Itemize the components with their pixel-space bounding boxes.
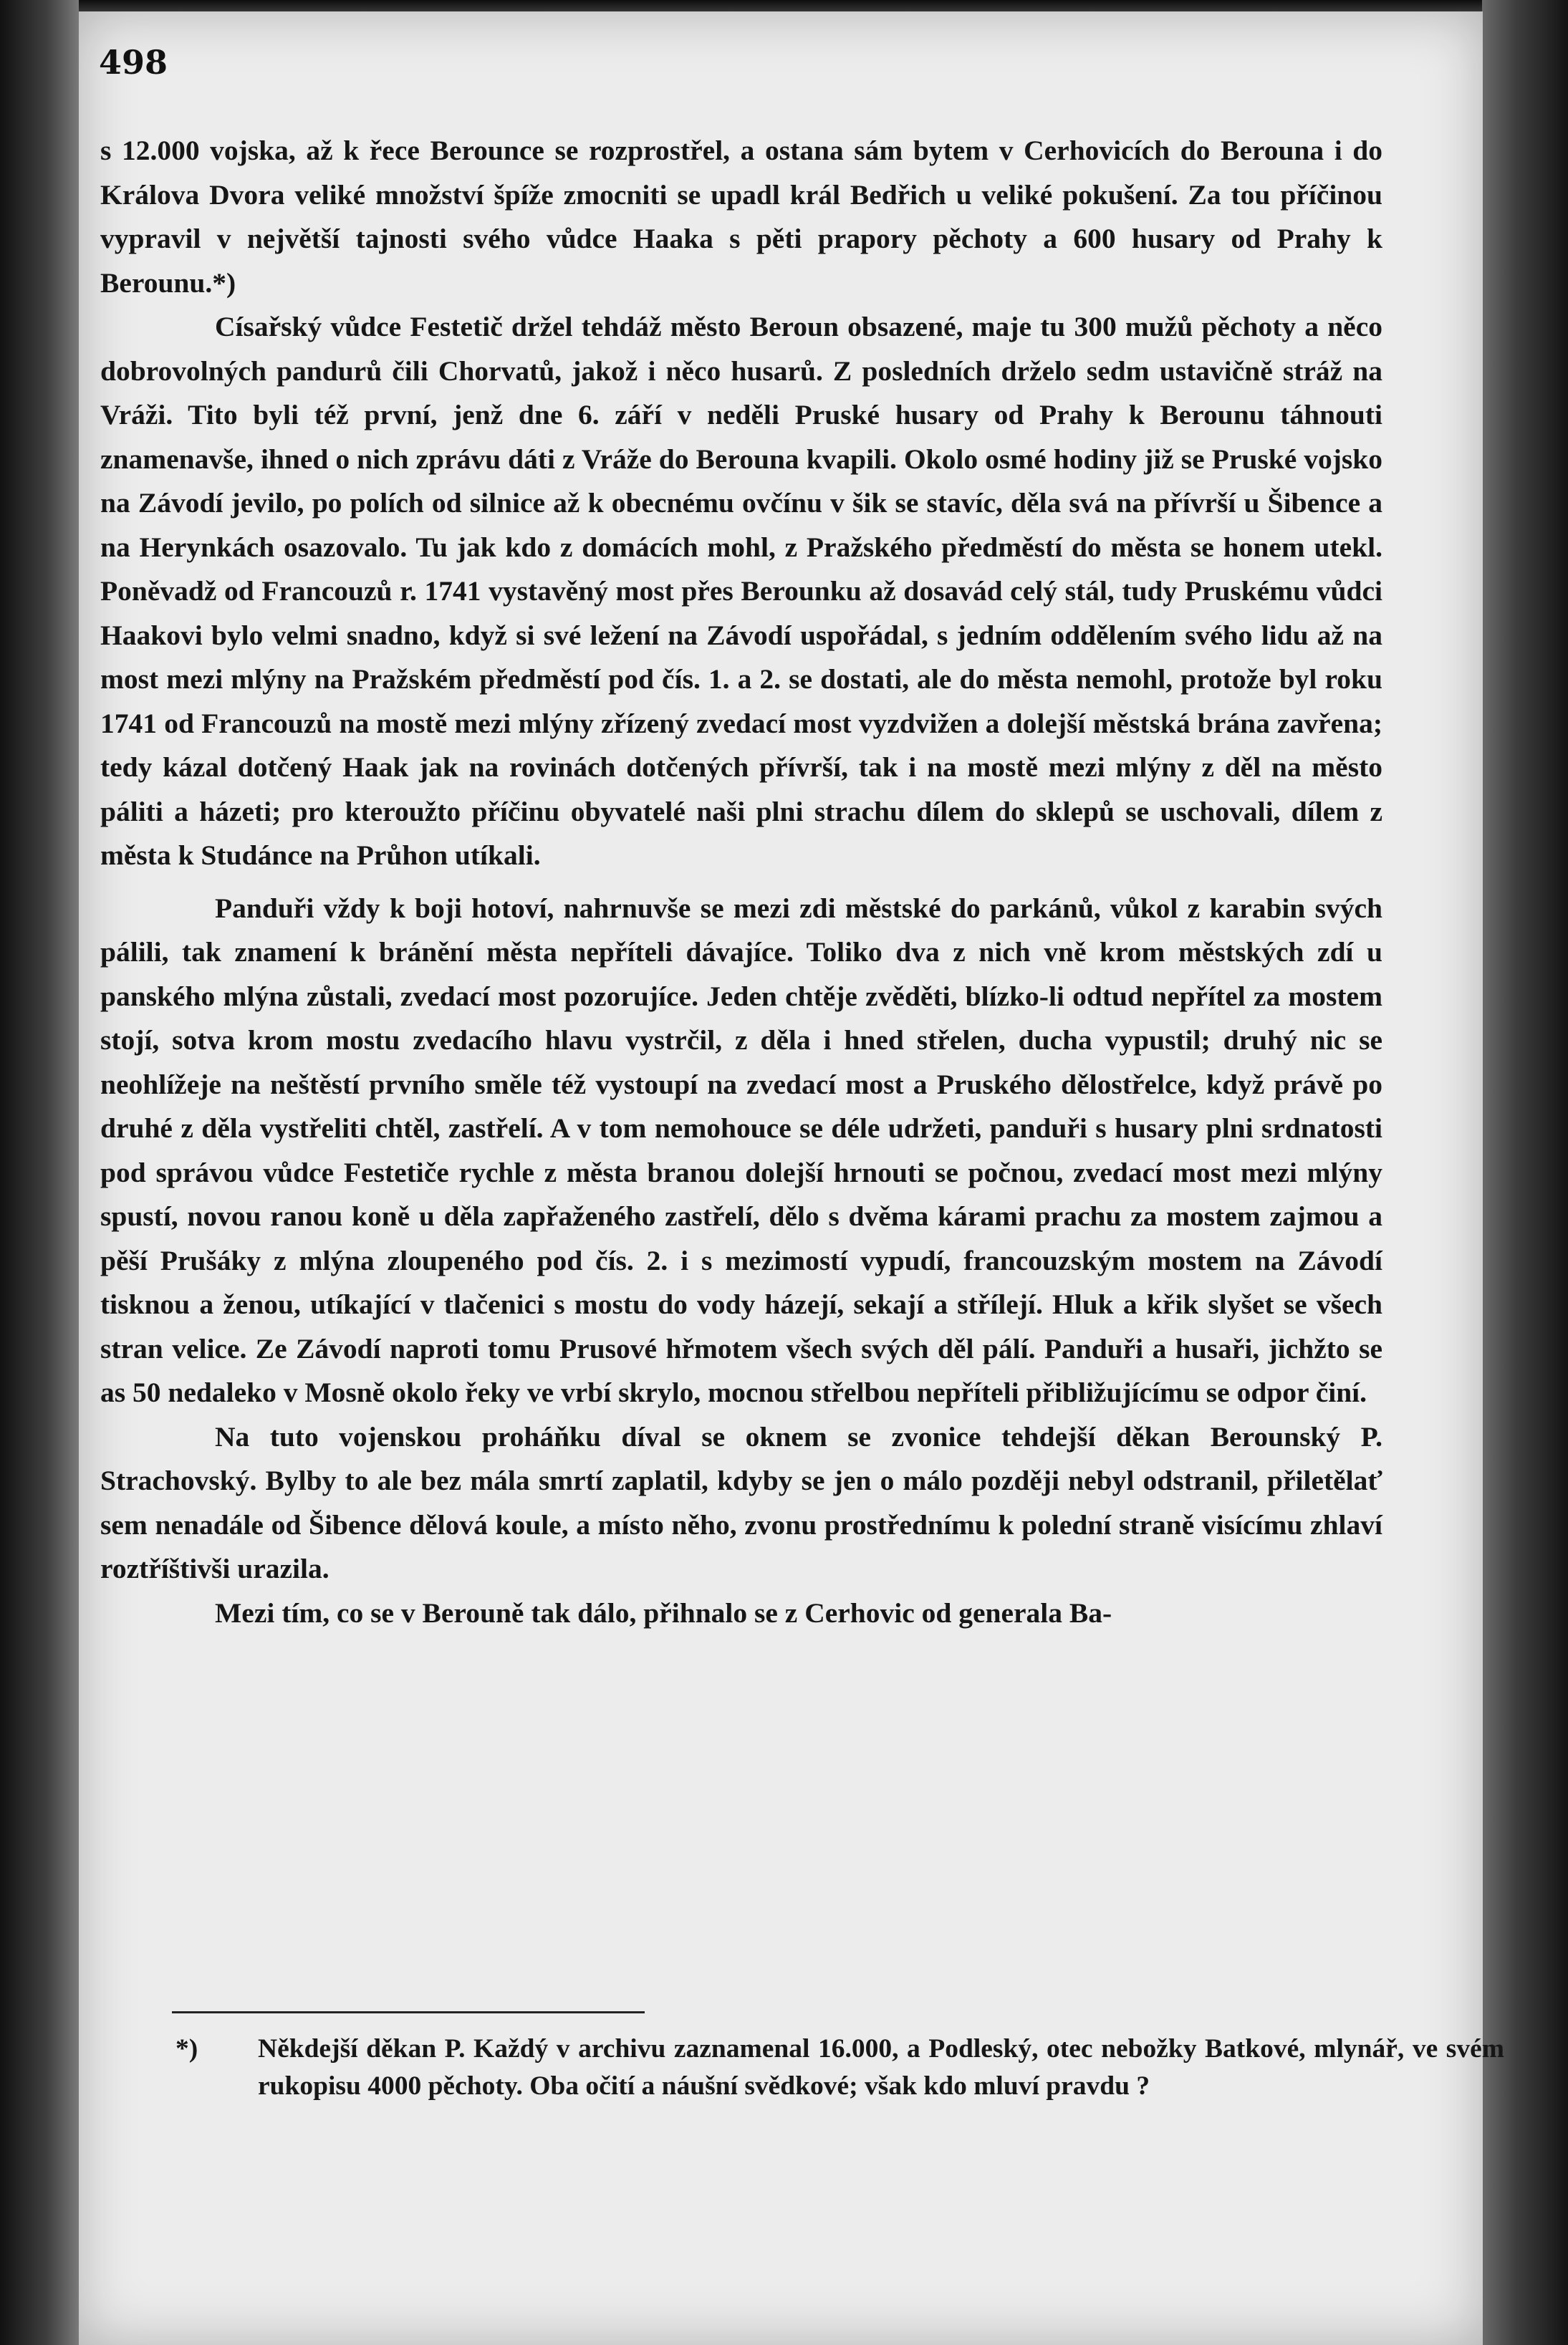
paragraph-4: Na tuto vojenskou proháňku díval se oknem se zvonice tehdejší děkan Berounský P. Strachovský. Bylby to ale bez mála smrtí zaplatil, kdyby se jen o málo později nebyl odstranil, přiletělať sem nenadále od Šibence dělová koule, a místo něho, zvonu prostřednímu k polední straně visícímu zhlaví roztříštivši urazila. xyxy=(100,1420,1382,1584)
footnote-mark: *) xyxy=(175,2034,198,2064)
page-body xyxy=(100,129,1382,1635)
paragraph-2: Císařský vůdce Festetič držel tehdáž město Beroun obsazené, maje tu 300 mužů pěchoty a něco dobrovolných pandurů čili Chorvatů, jakož i něco husarů. Z posledních drželo sedm ustavičně stráž na Vráži. Tito byli též první, jenž dne 6. září v neděli Pruské husary od Prahy k Berounu táhnouti znamenavše, ihned o nich zprávu dáti z Vráže do Berouna kvapili. Okolo osmé hodiny již se Pruské vojsko na Závodí jevilo, po polích od silnice až k obecnému ovčínu v šik se stavíc, děla svá na přívrší u Šibence a na Herynkách osazovalo. Tu jak kdo z domácích mohl, z Pražského předměstí do města se honem utekl. Poněvadž od Francouzů r. 1741 vystavěný most přes Berounku až dosavád celý stál, tudy Pruskému vůdci Haakovi bylo velmi snadno, když si své ležení na Závodí uspořádal, s jedním oddělením svého lidu až na most mezi mlýny na Pražském předměstí pod čís. 1. a 2. se dostati, ale do města nemohl, protože byl roku 1741 od Francouzů na mostě mezi mlýny zřízený zvedací most vyzdvižen a dolejší městská brána zavřena; tedy kázal dotčený Haak jak na rovinách dotčených přívrší, tak i na mostě mezi mlýny z děl na město páliti a házeti; pro kteroužto příčinu obyvatelé naši plni strachu dílem do sklepů se uschovali, dílem z města k Studánce na Průhon utíkali. xyxy=(100,311,1382,871)
scan-border-left xyxy=(0,0,79,2345)
footnote xyxy=(175,2031,1504,2105)
paragraph-1: s 12.000 vojska, až k řece Berounce se rozprostřel, a ostana sám bytem v Cerhovicích do Berouna i do Králova Dvora veliké množství špíže zmocniti se upadl král Bedřich u veliké pokušení. Za tou příčinou vypravil v největší tajnosti svého vůdce Haaka s pěti prapory pěchoty a 600 husary od Prahy k Berounu.*) xyxy=(100,135,1382,299)
scan-border-right xyxy=(1482,0,1568,2345)
paragraph-3: Panduři vždy k boji hotoví, nahrnuvše se mezi zdi městské do parkánů, vůkol z karabin svých pálili, tak znamení k bránění města nepříteli dávajíce. Toliko dva z nich vně krom městských zdí u panského mlýna zůstali, zvedací most pozorujíce. Jeden chtěje zvěděti, blízko-li odtud nepřítel za mostem stojí, sotva krom mostu zvedacího hlavu vystrčil, z děla i hned střelen, ducha vypustil; druhý nic se neohlížeje na neštěstí prvního směle též vystoupí na zvedací most a Pruského dělostřelce, když právě po druhé z děla vystřeliti chtěl, zastřelí. A v tom nemohouce se déle udržeti, panduři s husary plni srdnatosti pod správou vůdce Festetiče rychle z města branou dolejší hrnouti se počnou, zvedací most mezi mlýny spustí, novou ranou koně u děla zapřaženého zastřelí, dělo s dvěma kárami prachu za mostem zajmou a pěší Prušáky z mlýna zloupeného pod čís. 2. i s mezimostí vypudí, francouzským mostem na Závodí tisknou a ženou, utíkající v tlačenici s mostu do vody házejí, sekají a střílejí. Hluk a křik slyšet se všech stran velice. Ze Závodí naproti tomu Prusové hřmotem všech svých děl pálí. Panduři a husaři, jichžto se as 50 nedaleko v Mosně okolo řeky ve vrbí skrylo, mocnou střelbou nepříteli přibližujícímu se odpor činí. xyxy=(100,892,1382,1408)
footnote-text: Někdejší děkan P. Každý v archivu zaznamenal 16.000, a Podleský, otec nebožky Batkové, mlynář, ve svém rukopisu 4000 pěchoty. Oba očití a náušní svědkové; však kdo mluví pravdu ? xyxy=(258,2034,1504,2101)
page-number: 498 xyxy=(99,43,168,82)
paragraph-5: Mezi tím, co se v Berouně tak dálo, přihnalo se z Cerhovic od generala Ba- xyxy=(215,1597,1112,1629)
footnote-divider xyxy=(172,2011,645,2013)
